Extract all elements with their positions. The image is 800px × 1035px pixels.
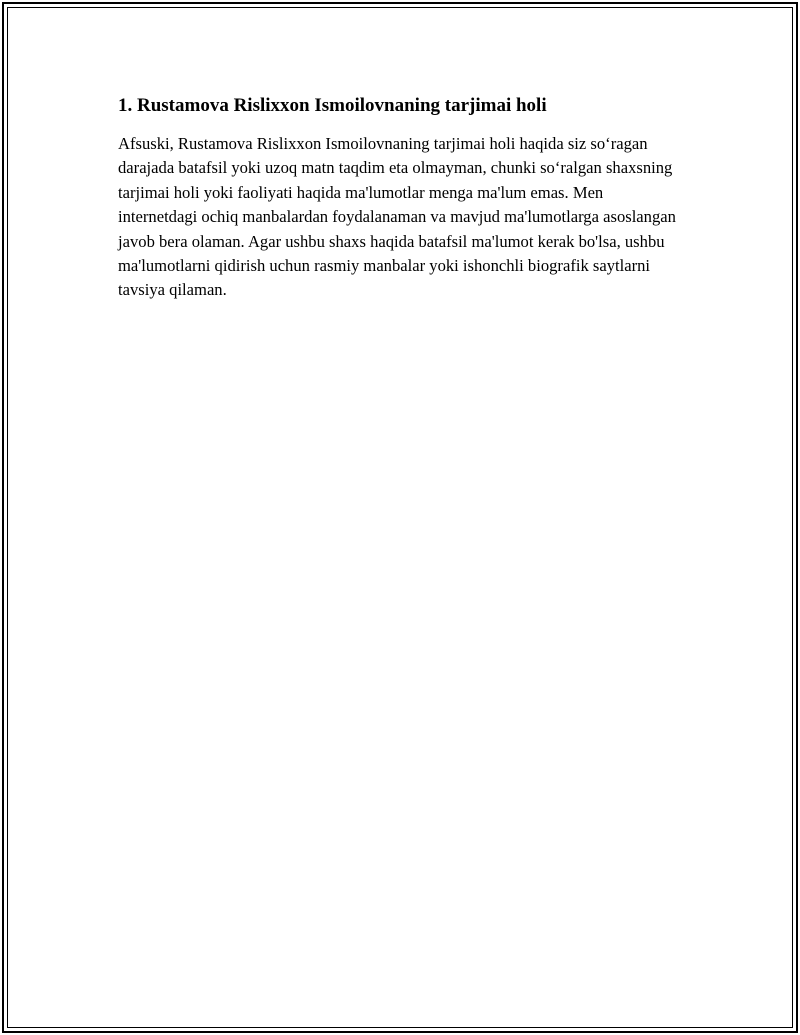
body-paragraph: Afsuski, Rustamova Rislixxon Ismoilovnaning tarjimai holi haqida siz so‘ragan darajada batafsil yoki uzoq matn taqdim eta olmayman, chunki so‘ralgan shaxsning tarjimai holi yoki faoliyati haqida ma'lumotlar menga ma'lum emas. Men internetdagi ochiq manbalardan foydalanaman va mavjud ma'lumotlarga asoslangan javob bera olaman. Agar ushbu shaxs haqida batafsil ma'lumot kerak bo'lsa, ushbu ma'lumotlarni qidirish uchun rasmiy manbalar yoki ishonchli biografik saytlarni tavsiya qilaman. <box>118 134 676 300</box>
section-heading: 1. Rustamova Rislixxon Ismoilovnaning tarjimai holi <box>118 95 547 116</box>
document-content <box>118 94 678 303</box>
